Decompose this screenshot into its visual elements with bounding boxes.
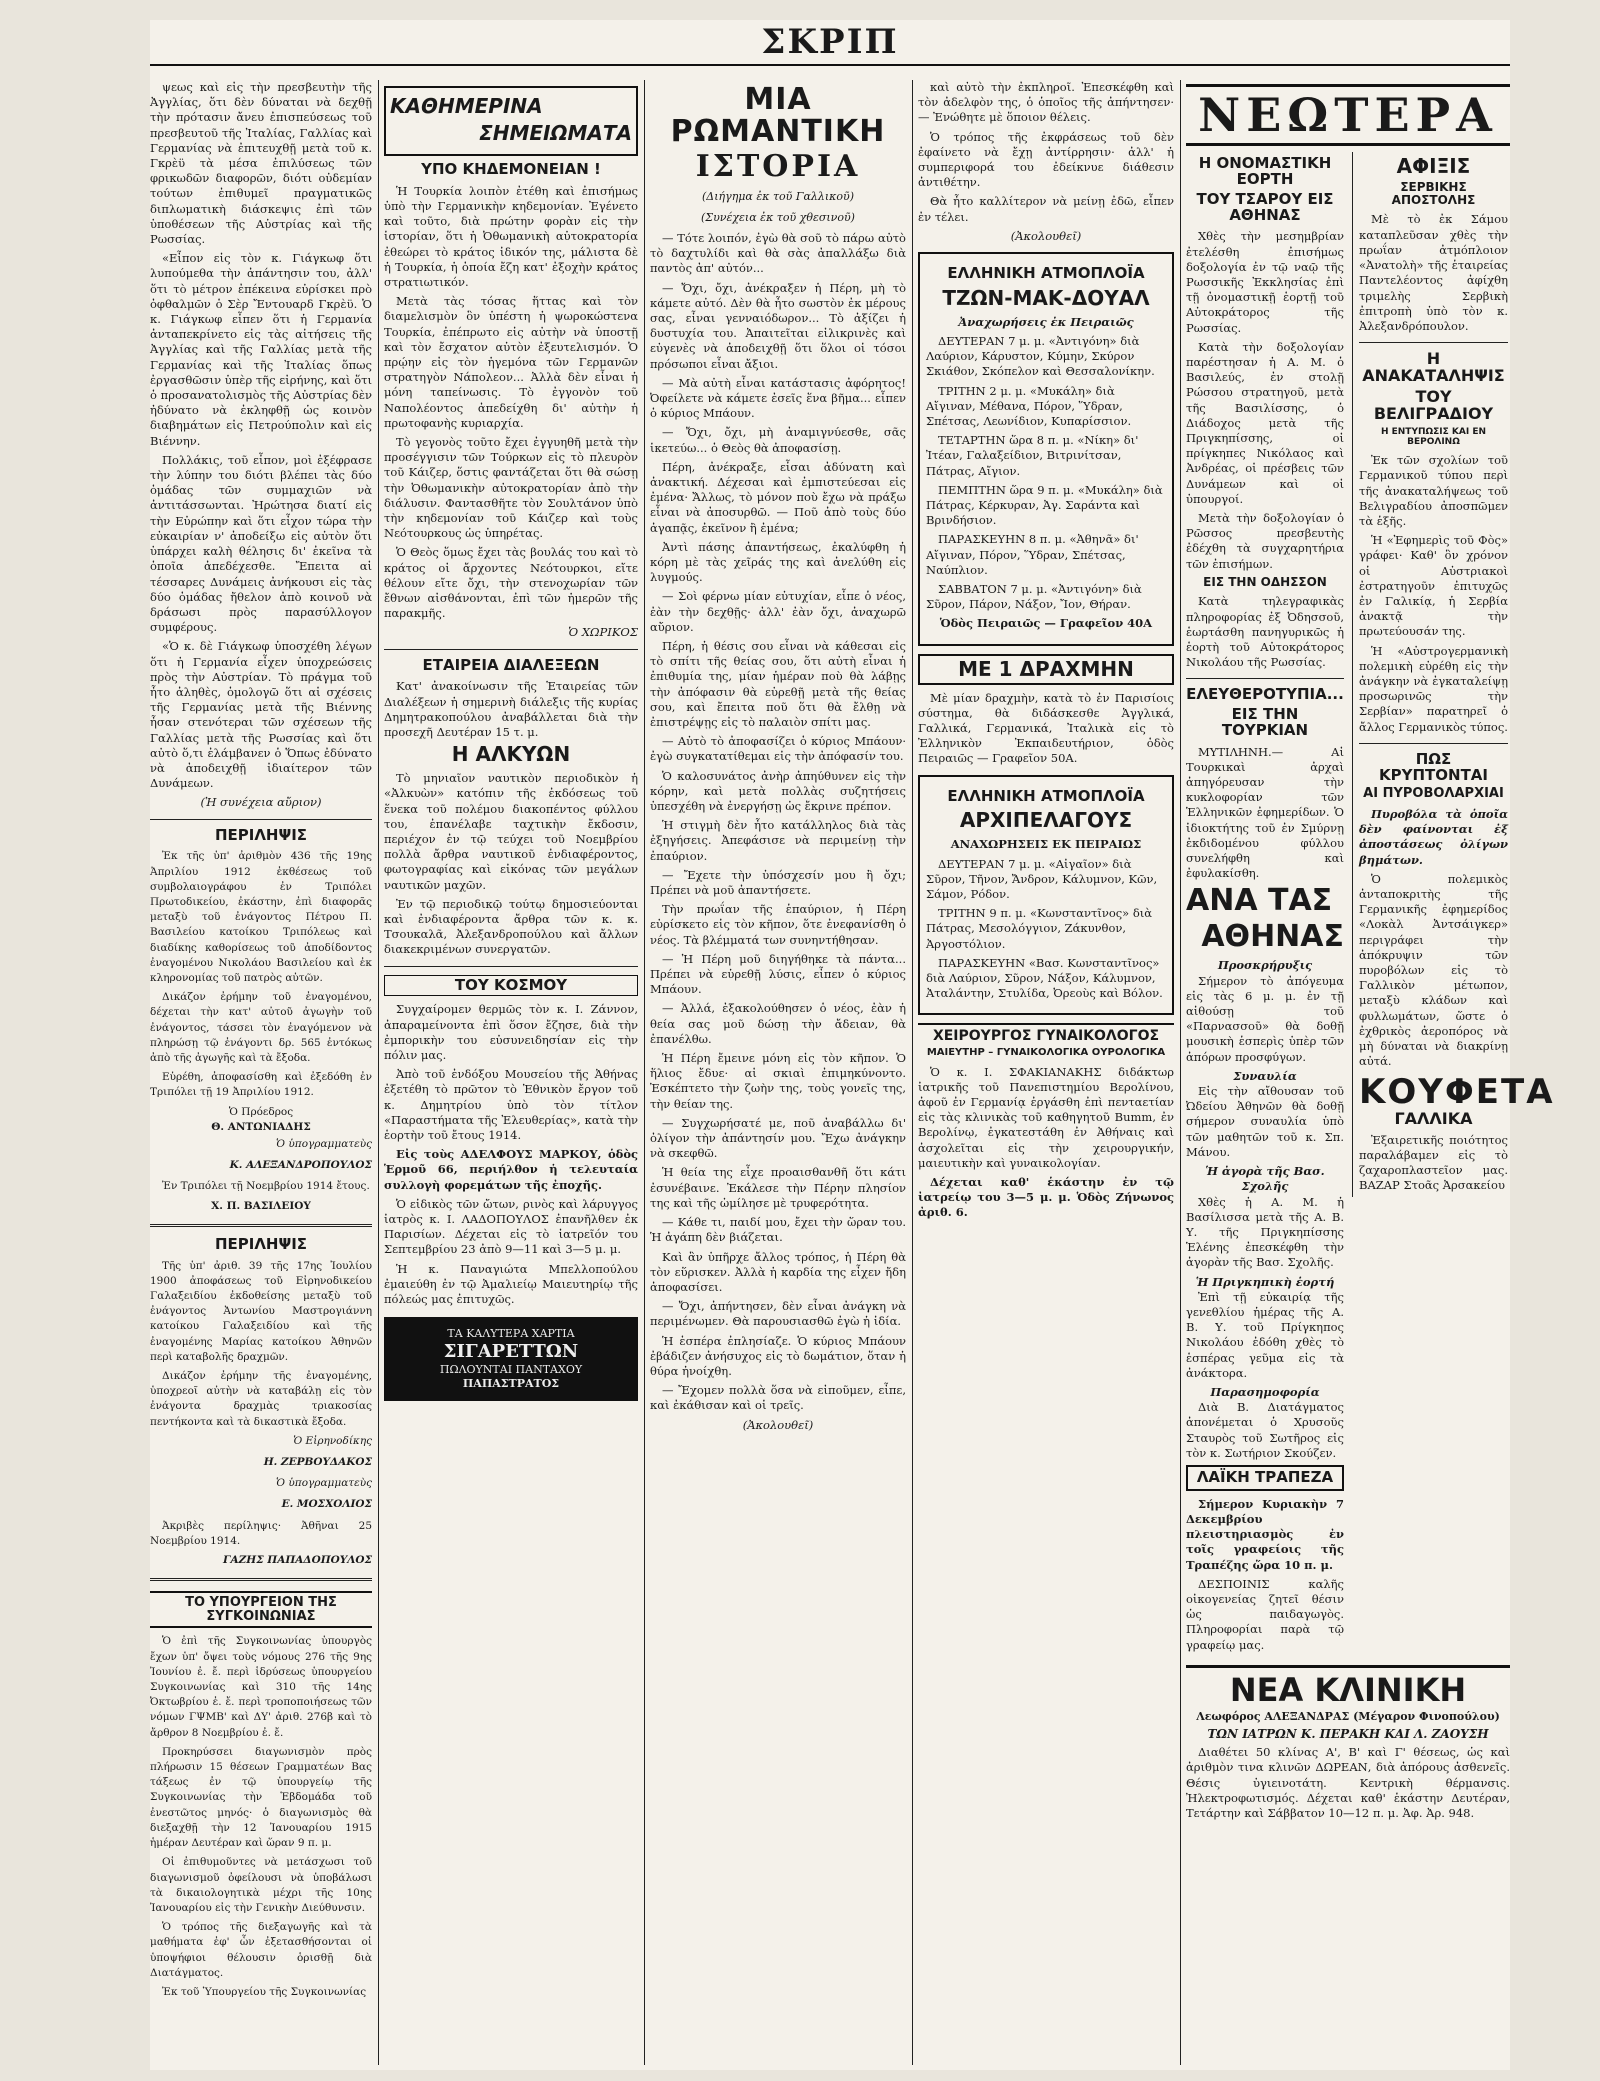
article-text: Ἡ κ. Παναγιώτα Μπελλοπούλου ἐμαιεύθη ἐν τῷ Ἀμαλιείῳ Μαιευτηρίῳ τῆς πόλεώς μας ἐπιτυχῶς. <box>384 1261 638 1307</box>
story-subtitle: (Συνέχεια ἐκ τοῦ χθεσινοῦ) <box>701 210 855 224</box>
ad-text: Δέχεται καθ' ἑκάστην ἐν τῷ ἰατρείῳ του 3—5 μ. μ. Ὁδὸς Ζήνωνος ἀριθ. 6. <box>918 1175 1174 1220</box>
divider <box>1186 678 1344 679</box>
divider <box>1359 743 1508 744</box>
article-text: Ὁ πολεμικὸς ἀνταποκριτὴς τῆς Γερμανικῆς ἐφημερίδος «Λοκὰλ Ἀντσάιγκερ» περιγράφει τὴν ἀπόκρυψιν τῶν πυροβόλων εἰς τὸ Γαλλικὸν μέτωπον, μεταξὺ κλάδων καὶ φυλλωμάτων, ὥστε ὁ ἐχθρικὸς ἀεροπόρος νὰ μὴ δύναται νὰ διακρίνῃ αὐτά. <box>1359 871 1508 1069</box>
ad-headline: ΤΖΩΝ-ΜΑΚ-ΔΟΥΑΛ <box>942 285 1150 310</box>
article-text: Πέρη, ἡ θέσις σου εἶναι νὰ κάθεσαι εἰς τὸ σπίτι τῆς θείας σου, ὅτι αὐτὴ εἶναι ἡ ἐπιθυμία της, μίαν ἡμέραν ποὺ θὰ λάβῃς τὴν ἀπόφασιν θὰ εὑρεθῇ μετὰ τῆς θείας σου, καὶ ἔπειτα ποῦ ὅτι θὰ ἔλθῃ νὰ ἐπιστρέψῃς εἰς τὸ παλαιὸν σπίτι μας. <box>650 638 906 729</box>
article-text: Μετὰ τὴν δοξολογίαν ὁ Ρῶσσος πρεσβευτὴς ἐδέχθη τὰ συγχαρητήρια τῶν ἐπισήμων. <box>1186 510 1344 571</box>
story-subtitle: (Διήγημα ἐκ τοῦ Γαλλικοῦ) <box>701 189 854 203</box>
notice-text: Ἐκ τῆς ὑπ' ἀριθμὸν 436 τῆς 19ης Ἀπριλίου 1912 ἐκθέσεως τοῦ συμβολαιογράφου ἐν Τριπόλει Πρωτοδικείου, ἐκάστην, ἐπὶ διαφορᾶς μεταξὺ τοῦ ἐνάγοντος Πέτρου Π. Βασιλείου κατοίκου Τριπόλεως καὶ διαδίκης καθορίσεως τοῦ ἀποδίδοντος ἐναγομένου Νικολάου Βασιλείου καὶ ἐκ κληρονομίας τοῦ πατρὸς αὐτῶν. <box>150 850 372 984</box>
article-text: Ὁ τρόπος τῆς ἐκφράσεως τοῦ δὲν ἐφαίνετο νὰ ἔχῃ ἀντίρρησιν· ἀλλ' ἡ συμπεριφορά του ἐδείκνυε διάθεσιν ἀντιθέτην. <box>918 129 1174 190</box>
item-subtitle: Συναυλία <box>1233 1068 1297 1083</box>
confectionery-ad-subtitle: ΓΑΛΛΙΚΑ <box>1394 1109 1473 1129</box>
notice-text: Ὁ τρόπος τῆς διεξαγωγῆς καὶ τὰ μαθήματα ἐφ' ὧν ἐξετασθήσονται οἱ ὑποψήφιοι θέλουσιν ὁρισθῇ διὰ Διατάγματος. <box>150 1921 372 1979</box>
article-text: Πυροβόλα τὰ ὁποῖα δὲν φαίνονται ἐξ ἀποστάσεως ὀλίγων βημάτων. <box>1359 806 1508 867</box>
column-1 <box>150 80 372 2065</box>
ad-headline: ΣΙΓΑΡΕΤΤΩΝ <box>443 1341 579 1363</box>
ad-text: ΣΑΒΒΑΤΟΝ 7 μ. μ. «Ἀντιγόνη» διὰ Σῦρον, Πάρον, Νάξον, Ἴον, Θήραν. <box>926 582 1142 612</box>
column-5 <box>1186 80 1555 2065</box>
article-headline: ΕΤΑΙΡΕΙΑ ΔΙΑΛΕΞΕΩΝ <box>422 655 600 674</box>
signature-label: Ὁ ὑπογραμματεὺς <box>276 1477 372 1490</box>
notice-text: Δικάζον ἐρήμην τοῦ ἐναγομένου, δέχεται τὴν κατ' αὐτοῦ ἀγωγὴν τοῦ ἐνάγοντος, τάσσει τὸν ἐναγόμενον νὰ πληρώσῃ τῷ ἐνάγοντι δρ. 565 ἐντόκως ἀπὸ τῆς ἀγωγῆς καὶ τὰ ἔξοδα. <box>150 991 372 1064</box>
article-text: Ὁ Θεὸς ὅμως ἔχει τὰς βουλάς του καὶ τὸ κράτος οἱ ἄρχοντες Νεότουρκοι, εἴτε θέλουν εἴτε ὄχι, τὴν στενοχωρίαν τῶν ἔθνων αἰσθάνονται, ἐπὶ τῶν ἡμερῶν τῆς παρακμῆς. <box>384 545 638 621</box>
column-rule <box>1180 80 1181 2065</box>
clinic-ad-doctors: ΤΩΝ ΙΑΤΡΩΝ Κ. ΠΕΡΑΚΗ ΚΑΙ Λ. ΖΑΟΥΣΗ <box>1207 1726 1489 1741</box>
article-text: Ἡ στιγμὴ δὲν ἦτο κατάλληλος διὰ τὰς ἐξηγήσεις. Ἀπεφάσισε νὰ περιμείνῃ τὴν ἐπαύριον. <box>650 818 906 863</box>
ad-text: ΠΕΜΠΤΗΝ ὥρα 9 π. μ. «Μυκάλη» διὰ Πάτρας, Κέρκυραν, Ἀγ. Σαράντα καὶ Βρινδήσιον. <box>926 482 1163 528</box>
confectionery-ad-title: ΚΟΥΦΕΤΑ <box>1359 1072 1555 1113</box>
ad-text: Διαθέτει 50 κλίνας Α', Β' καὶ Γ' θέσεως, ὡς καὶ ἀριθμὸν τινα κλινῶν ΔΩΡΕΑΝ, διὰ ἀπόρους ἀσθενεῖς. Θέσις ὑγιεινοτάτη. Κεντρικὴ θέρμανσις. Ἠλεκτροφωτισμός. Δέχεται καθ' ἑκάστην Δευτέραν, Τετάρτην καὶ Σάββατον 10—12 π. μ. Ἀφ. Ἀρ. 948. <box>1186 1745 1510 1820</box>
story-title: ΙΣΤΟΡΙΑ <box>695 149 861 184</box>
section-title: ΑΘΗΝΑΣ <box>1201 918 1344 954</box>
article-text: «Εἶπον εἰς τὸν κ. Γιάγκωφ ὅτι λυπούμεθα τὴν ἀπάντησιν του, ἀλλ' ὅτι τὸ μέτρον ἐπέκεινα εὐρίσκει πρὸ ὀφθαλμῶν ὁ Σὲρ Ἔντουαρδ Γκρὲϋ. Ὁ κ. Γιάγκωφ εἶπεν ὅτι ἡ Γερμανία ἀνταπεκρίνετο εἰς τὰς αἰτήσεις τῆς Ἀγγλίας καὶ τῆς Γαλλίας μετὰ τῆς Γερμανίας καὶ τῆς Ἰταλίας ὅπως ἐργασθῶσιν ὑπὲρ τῆς εἰρήνης, καὶ ὅτι ὁ προσανατολισμὸς τῆς Αὐστρίας δὲν ἠδύνατο νὰ ἐκληφθῇ ὡς κοινὸν διαβημάτων εἰς Πετρούπολιν καὶ εἰς Βιέννην. <box>150 251 372 448</box>
section-title: ΝΕΩΤΕΡΑ <box>1186 84 1510 146</box>
article-text: Πολλάκις, τοῦ εἶπον, μοὶ ἐξέφρασε τὴν λύπην του διότι βλέπει τὰς δύο ὁμάδας τῶν συμμαχιῶν νὰ ἀντιτάσσωνται. Ἠρώτησα διατί εἰς τὴν Εὐρώπην καὶ ὅτι εἶχον τώρα τὴν εὐκαιρίαν ν' ἀποδείξω εἰς αὐτὸν ὅτι ὑπάρχει καλὴ θέλησις δι' ἐκεῖνα τὰ ὁποῖα ἀπεδέχεσθε. Ἔπειτα αἱ τέσσαρες Δυνάμεις ἀνήκουσι εἰς τὰς δύο ὁμάδας ἤθελον ἀπὸ κοινοῦ νὰ δράσωσι πρὸς παρασύλλογον συμφέρους. <box>150 452 372 635</box>
signature-label: Ὁ Εἰρηνοδίκης <box>293 1434 372 1447</box>
article-headline: ΑΙ ΠΥΡΟΒΟΛΑΡΧΙΑΙ <box>1363 786 1504 802</box>
ad-headline: ΜΕ 1 ΔΡΑΧΜΗΝ <box>918 654 1174 685</box>
notice-text: Τῆς ὑπ' ἀριθ. 39 τῆς 17ης Ἰουλίου 1900 ἀποφάσεως τοῦ Εἰρηνοδικείου Γαλαξειδίου ἐκδοθείσης μεταξὺ τοῦ ἐνάγοντος Ἀντωνίου Μαστρογιάννη κατοίκου Γαλαξειδίου καὶ τῆς ἐναγομένης Μαρίας κατοίκου Ἀθηνῶν περὶ καταβολῆς δραχμῶν. <box>150 1259 372 1363</box>
article-text: Κατ' ἀνακοίνωσιν τῆς Ἑταιρείας τῶν Διαλέξεων ἡ σημερινὴ διάλεξις τῆς κυρίας Δημητρακοπούλου ἀναβάλλεται διὰ τὴν προσεχῆ Δευτέραν 15 τ. μ. <box>384 679 638 739</box>
article-text: Ἡ θεία της εἶχε προαισθανθῆ ὅτι κάτι ἐσυνέβαινε. Ἐκάλεσε τὴν Πέρην πλησίον της καὶ τῆς ὡμίλησε μὲ τρυφερότητα. <box>650 1165 906 1210</box>
ad-text: Ἐξαιρετικῆς ποιότητος παραλάβαμεν εἰς τὸ ζαχαροπλαστεῖον μας. ΒΑΖΑΡ Στοᾶς Ἀρσακείου <box>1359 1132 1508 1193</box>
article-headline: ΣΕΡΒΙΚΗΣ ΑΠΟΣΤΟΛΗΣ <box>1391 180 1476 207</box>
article-headline: ΤΟΥ ΒΕΛΙΓΡΑΔΙΟΥ <box>1373 386 1494 423</box>
divider <box>150 819 372 820</box>
divider <box>150 1578 372 1581</box>
article-text: Τὸ γεγονὸς τοῦτο ἔχει ἐγγυηθῆ μετὰ τὴν προσέγγισιν τῶν Τούρκων εἰς τὸ πλευρὸν τοῦ Κάιζερ, ὅστις φαντάζεται ὅτι θὰ σώσῃ τὴν Ὀθωμανικὴν αὐτοκρατορίαν ἀπὸ τὴν διάλυσιν. Φαντασθῆτε τὸν Σουλτάνον ὑπὸ τὴν κηδεμονίαν τοῦ Κάιζερ καὶ τοὺς Νεότουρκους ὡς ὑπηρέτας. <box>384 435 638 541</box>
divider <box>384 966 638 967</box>
ad-text: Σήμερον Κυριακὴν 7 Δεκεμβρίου πλειστηριασμὸς ἐν τοῖς γραφείοις τῆς Τραπέζης ὥρα 10 π. μ. <box>1186 1496 1344 1572</box>
article-text: Εἰς τὴν αἴθουσαν τοῦ Ὠδείου Ἀθηνῶν θὰ δοθῇ σήμερον συναυλία ὑπὸ τῶν μαθητῶν τοῦ κ. Σπ. Μάνου. <box>1186 1084 1344 1159</box>
signature-name: ΓΑΖΗΣ ΠΑΠΑΔΟΠΟΥΛΟΣ <box>223 1553 372 1566</box>
divider <box>150 1224 372 1227</box>
column-rule <box>378 80 379 2065</box>
notice-title: ΤΟ ΥΠΟΥΡΓΕΙΟΝ ΤΗΣ ΣΥΓΚΟΙΝΩΝΙΑΣ <box>150 1591 372 1628</box>
article-headline: ΑΦΙΞΙΣ <box>1396 154 1471 179</box>
article-signature: Ὁ ΧΩΡΙΚΟΣ <box>568 625 638 640</box>
signature-label: Ὁ ὑπογραμματεὺς <box>276 1137 372 1150</box>
bank-ad-title: ΛΑΪΚΗ ΤΡΑΠΕΖΑ <box>1186 1465 1344 1491</box>
signature-name: Ε. ΜΟΣΧΟΛΙΟΣ <box>281 1498 372 1511</box>
column-rule <box>644 80 645 2065</box>
ad-text: ΤΡΙΤΗΝ 9 π. μ. «Κωνσταντῖνος» διὰ Πάτρας, Μεσολόγγιον, Ζάκυνθον, Ἀργοστόλιον. <box>926 906 1153 951</box>
article-text: Χθὲς τὴν μεσημβρίαν ἐτελέσθη ἐπισήμως δοξολογία ἐν τῷ ναῷ τῆς Ρωσσικῆς Ἐκκλησίας ἐπὶ τῇ ὀνομαστικῇ ἑορτῇ τοῦ Αὐτοκράτορος τῆς Ρωσσίας. <box>1186 229 1344 335</box>
article-text: — Ὄχι, ὄχι, ἀνέκραξεν ἡ Πέρη, μὴ τὸ κάμετε αὐτό. Δὲν θὰ ἦτο σωστὸν ἐκ μέρους σας, εἶναι γενναιόδωρον... Τὸ ἀξίζει ἡ δυστυχία του. Ἀπαιτεῖται εἰλικρινὲς καὶ εὐγενὲς νὰ ἀποδειχθῇ ὅτι ὅλοι οἱ τόσοι πρόσωποι εἶναι ἄξιοι. <box>650 280 906 371</box>
article-headline: ΤΟΥ ΚΟΣΜΟΥ <box>384 975 638 997</box>
ad-subheading: ΑΝΑΧΩΡΗΣΕΙΣ ΕΚ ΠΕΙΡΑΙΩΣ <box>950 837 1142 852</box>
article-text: ψεως καὶ εἰς τὴν πρεσβευτὴν τῆς Ἀγγλίας, ὅτι δὲν δύναται νὰ δεχθῇ τὴν πρότασιν ἄνευ ἐπισπεύσεως τοῦ πρεσβευτοῦ τῆς Ἰταλίας, Γαλλίας καὶ Γερμανίας νὰ ἐπιτευχθῇ μετὰ τοῦ κ. Γκρὲϋ τὰ μέσα ἐπιλύσεως τῶν φρικωδῶν διαφορῶν, διότι οὐδεμίαν τούτων ἐπιθυμεῖ πραγματικῶς διπλωματικὴ διάσκεψις ἐπὶ τῶν ὑποθέσεων τῆς Αὐστρίας καὶ τῆς Ρωσσίας. <box>150 80 372 247</box>
notice-title: ΠΕΡΙΛΗΨΙΣ <box>214 825 308 844</box>
ad-line: ΠΩΛΟΥΝΤΑΙ ΠΑΝΤΑΧΟΥ <box>439 1363 583 1377</box>
section-title: ΣΗΜΕΙΩΜΑΤΑ <box>479 121 632 145</box>
column-4 <box>918 80 1174 2065</box>
article-text: Διὰ Β. Διατάγματος ἀπονέμεται ὁ Χρυσοῦς Σταυρὸς τοῦ Σωτῆρος εἰς τὸν κ. Σωτήριον Σκούζεν. <box>1186 1400 1344 1460</box>
signature-name: Κ. ΑΛΕΞΑΝΔΡΟΠΟΥΛΟΣ <box>229 1159 372 1172</box>
ad-text: ΤΡΙΤΗΝ 2 μ. μ. «Μυκάλη» διὰ Αἴγιναν, Μέθανα, Πόρον, Ὕδραν, Σπέτσας, Λεωνίδιον, Κυπαρίσσιον. <box>926 383 1132 428</box>
article-text: Μὲ τὸ ἐκ Σάμου καταπλεῦσαν χθὲς τὴν πρωΐαν ἀτμόπλοιον «Ἀνατολὴ» τῆς ἑταιρείας Παντελέοντος ἀφίχθη τριμελὴς Σερβικὴ ἐπιτροπὴ ὑπὸ τὸν κ. Ἀλεξανδρόπουλον. <box>1359 212 1508 333</box>
article-text: Ἡ «Αὐστρογερμανικὴ πολεμικὴ εὑρέθη εἰς τὴν ἀνάγκην νὰ ἐγκαταλείψῃ προσωρινῶς τὴν Σερβίαν» παρατηρεῖ ὁ ἄλλος Γερμανικὸς τύπος. <box>1359 643 1508 734</box>
article-text: Συγχαίρομεν θερμῶς τὸν κ. Ι. Ζάννον, ἀπαραμείνοντα ἐπὶ ὅσον ἔζησε, διὰ τὴν ἐμπορικὴν του εὐσυνειδησίαν εἰς τὴν πόλιν μας. <box>384 1002 638 1062</box>
advertisement-box <box>384 1317 638 1401</box>
article-text: Κατὰ τηλεγραφικὰς πληροφορίας ἐξ Ὀδησσοῦ, ἑωρτάσθη πανηγυρικῶς ἡ ἑορτὴ τοῦ Αὐτοκράτορος Νικολάου τῆς Ρωσσίας. <box>1186 594 1344 670</box>
news-columns <box>1186 152 1555 1656</box>
notice-text: Οἱ ἐπιθυμοῦντες νὰ μετάσχωσι τοῦ διαγωνισμοῦ ὀφείλουσι νὰ ὑποβάλωσι τὰ δικαιολογητικὰ μέχρι τῆς 10ης Ἰανουαρίου εἰς τὴν Γενικὴν Διεύθυνσιν. <box>150 1856 372 1914</box>
article-text: Χθὲς ἡ Α. Μ. ἡ Βασίλισσα μετὰ τῆς Α. Β. Υ. τῆς Πριγκηπίσσης Ἑλένης ἐπεσκέφθη τὴν ἀγορὰν τῆς Βασ. Σχολῆς. <box>1186 1194 1344 1270</box>
notice-text: Δικάζον ἐρήμην τῆς ἐναγομένης, ὑποχρεοῖ αὐτὴν νὰ καταβάλῃ εἰς τὸν ἐνάγοντα δραχμὰς τριακοσίας πεντήκοντα καὶ τὰ δικαστικὰ ἔξοδα. <box>150 1369 372 1428</box>
article-headline: ΕΛΕΥΘΕΡΟΤΥΠΙΑ... <box>1186 685 1344 704</box>
article-text: Πέρη, ἀνέκραξε, εἶσαι ἀδύνατη καὶ ἀνακτική. Δέχεσαι καὶ ἐμπιστεύεσαι εἰς ἐμένα· Ἄλλως, τὸ μόνον ποὺ ἔχω νὰ πράξω εἶναι νὰ ἀποσυρθῶ. — Ποῦ ἀπὸ τοὺς δύο ἀγαπᾷς, ἐκεῖνον ἢ ἐμένα; <box>650 459 906 535</box>
article-text: Ἐπὶ τῇ εὐκαιρίᾳ τῆς γενεθλίου ἡμέρας τῆς Α. Β. Υ. τοῦ Πρίγκηπος Νικολάου ἐδόθη χθὲς τὸ ἑσπέρας γεῦμα εἰς τὰ ἀνάκτορα. <box>1186 1289 1344 1380</box>
article-headline: ΥΠΟ ΚΗΔΕΜΟΝΕΙΑΝ ! <box>421 160 601 178</box>
article-text: καὶ αὐτὸ τὴν ἐκπληροῖ. Ἐπεσκέφθη καὶ τὸν ἀδελφὸν της, ὁ ὁποῖος τῆς ἀπήντησεν· — Ἐνώθητε μὲ ὅποιον θέλεις. <box>918 80 1174 125</box>
ad-text: ΔΕΥΤΕΡΑΝ 7 μ. μ. «Αἰγαῖον» διὰ Σῦρον, Τῆνον, Ἄνδρον, Κάλυμνον, Κῶν, Σάμον, Ρόδον. <box>926 856 1158 902</box>
article-text: Εἰς τοὺς ΑΔΕΛΦΟΥΣ ΜΑΡΚΟΥ, ὁδὸς Ἑρμοῦ 66, περιήλθον ἡ τελευταία συλλογὴ φορεμάτων τῆς ἐποχῆς. <box>384 1147 638 1192</box>
notice-text: Εὑρέθη, ἀποφασίσθη καὶ ἐξεδόθη ἐν Τριπόλει τῇ 19 Ἀπριλίου 1912. <box>150 1071 372 1099</box>
ad-text: ΔΕΥΤΕΡΑΝ 7 μ. μ. «Ἀντιγόνη» διὰ Λαύριον, Κάρυστον, Κύμην, Σκύρον Σκιάθον, Σκόπελον καὶ Θεσσαλονίκην. <box>926 333 1155 379</box>
article-text: Θὰ ἦτο καλλίτερον νὰ μείνῃ ἐδῶ, εἶπεν ἐν τέλει. <box>918 194 1174 224</box>
article-text: Ἡ Πέρη ἔμεινε μόνη εἰς τὸν κῆπον. Ὁ ἥλιος ἔδυε· αἱ σκιαὶ ἐπιμηκύνοντο. Ἐσκέπτετο τὴν ζωὴν της, τοὺς γονεῖς της, τὴν θείαν της. <box>650 1051 906 1111</box>
ad-brand: ΠΑΠΑΣΤΡΑΤΟΣ <box>462 1377 560 1391</box>
article-text: — Ἔχομεν πολλὰ ὅσα νὰ εἰποῦμεν, εἶπε, καὶ ἐκάθισαν καὶ οἱ τρεῖς. <box>650 1383 906 1413</box>
notice-text: Ἐν Τριπόλει τῇ Νοεμβρίου 1914 ἔτους. <box>162 1180 370 1193</box>
article-headline: ΕΙΣ ΤΗΝ ΟΔΗΣΣΟΝ <box>1203 574 1327 589</box>
ad-line: ΤΑ ΚΑΛΥΤΕΡΑ ΧΑΡΤΙΑ <box>447 1327 575 1341</box>
section-title: ΚΑΘΗΜΕΡΙΝΑ <box>390 94 543 118</box>
continuation-note: (Ἀκολουθεῖ) <box>1010 228 1082 243</box>
article-headline: Η ΑΝΑΚΑΤΑΛΗΨΙΣ <box>1362 349 1505 385</box>
notice-text: Ὁ ἐπὶ τῆς Συγκοινωνίας ὑπουργὸς ἔχων ὑπ' ὄψει τοὺς νόμους 276 τῆς 9ης Ἰουνίου ἐ. ἔ. περὶ ἱδρύσεως ὑπουργείου Συγκοινωνίας καὶ 310 τῆς 14ης Ὀκτωβρίου ἐ. ἔ. περὶ τροποποιήσεως τῶν νόμων ΓΨΜΒ' καὶ ΔΥ' ἀριθ. 276β καὶ τὸ ἄρθρον 8 Νοεμβρίου ἐ. ἔ. <box>150 1635 372 1739</box>
signature-name: Θ. ΑΝΤΩΝΙΑΔΗΣ <box>211 1120 311 1133</box>
article-text: «Ὁ κ. δὲ Γιάγκωφ ὑποσχέθη λέγων ὅτι ἡ Γερμανία εἶχεν ὑποχρεώσεις πρὸς τὴν Αὐστρίαν. Τὸ πράγμα τοῦ ἦτο ἀληθὲς, ὁμολογῶ ὅτι αἱ σχέσεις τῆς Γερμανίας μετὰ τῆς Βιέννης ἦσαν στενότεραι τῶν σχέσεων τῆς Γαλλίας μετὰ τῆς Ρωσσίας καὶ ὅτι αὐτὸ ὅ,τι ἐλάμβανεν ὁ Ὅπως ἐδύνατο νὰ ἀποδειχθῇ ἰδιαίτερον τῶν Δυνάμεων. <box>150 639 372 791</box>
article-text: — Αὐτὸ τὸ ἀποφασίζει ὁ κύριος Μπάουν· ἐγὼ συγκατατίθεμαι εἰς τὴν ἀπόφασίν του. <box>650 734 906 764</box>
section-title-box <box>384 86 638 156</box>
continuation-note: (Ἀκολουθεῖ) <box>742 1417 814 1432</box>
continuation-note: (Ἡ συνέχεια αὔριον) <box>200 795 322 810</box>
ad-text: ΠΑΡΑΣΚΕΥΗΝ «Βασ. Κωνσταντῖνος» διὰ Λαύριον, Σῦρον, Νάξον, Κάλυμνον, Ἀταλάντην, Στυλίδα, Ὀρεοὺς καὶ Βόλον. <box>926 955 1163 1001</box>
ad-text: Ὁ κ. Ι. ΣΦΑΚΙΑΝΑΚΗΣ διδάκτωρ ἰατρικῆς τοῦ Πανεπιστημίου Βερολίνου, ἀφοῦ ἐν Γερμανίᾳ ἐργάσθη ἐπὶ πενταετίαν εἰς τὰς κλινικὰς τοῦ καθηγητοῦ Bumm, ἐν Βερολίνῳ, ἐγκατεστάθη ἐν Ἀθήναις καὶ ἀσχολεῖται εἰς τὴν χειρουργικήν, μαιευτικὴν καὶ γυναικολογίαν. <box>918 1064 1174 1170</box>
article-text: Ἡ Τουρκία λοιπὸν ἐτέθη καὶ ἐπισήμως ὑπὸ τὴν Γερμανικὴν κηδεμονίαν. Ἐγένετο καὶ τοῦτο, διὰ πρώτην φορὰν εἰς τὴν ἱστορίαν, ὅτι ἡ Ὀθωμανικὴ αὐτοκρατορία ἐθεώρει τὸ κράτος ἰδικόν της, μάλιστα δὲ ἡ Τουρκία, ἡ ὁποία ἔζη κατ' ἐξοχὴν κράτος στρατιωτικόν. <box>384 183 638 289</box>
column-2 <box>384 80 638 2065</box>
signature-label: Ὁ Πρόεδρος <box>228 1105 294 1118</box>
notice-title: ΠΕΡΙΛΗΨΙΣ <box>214 1234 308 1253</box>
clinic-ad-address: Λεωφόρος ΑΛΕΞΑΝΔΡΑΣ (Μέγαρον Φινοπούλου) <box>1196 1709 1500 1723</box>
article-text: — Ἡ Πέρη μοῦ διηγήθηκε τὰ πάντα... Πρέπει νὰ εὑρεθῇ λύσις, εἶπεν ὁ κύριος Μπάουν. <box>650 951 906 997</box>
article-text: Κατὰ τὴν δοξολογίαν παρέστησαν ἡ Α. Μ. ὁ Βασιλεύς, ἐν στολῇ Ρώσσου στρατηγοῦ, μετὰ τῆς Βασιλίσσης, ὁ Διάδοχος μετὰ τῆς Πριγκηπίσσης, οἱ πρίγκηπες Νικόλαος καὶ Ἀνδρέας, οἱ πρέσβεις τῶν Δυνάμεων καὶ οἱ ὑπουργοί. <box>1186 339 1344 506</box>
ad-headline: ΕΛΛΗΝΙΚΗ ΑΤΜΟΠΛΟΪΑ <box>947 786 1145 805</box>
clinic-ad <box>1186 1665 1510 1821</box>
item-subtitle: Ἡ Πριγκηπικὴ ἑορτή <box>1195 1274 1335 1289</box>
ad-address: Ὁδὸς Πειραιῶς — Γραφεῖον 40Α <box>939 616 1153 631</box>
article-text: Ἀπὸ τοῦ ἐνδόξου Μουσείου τῆς Ἀθήνας ἐξετέθη τὸ πρῶτον τὸ Ἐθνικὸν ἔργον τοῦ κ. Δημητρίου ὑπὸ τὸν τίτλον «Παραστήματα τῆς Ἐλευθερίας», κατὰ τὴν ἑορτὴν τοῦ ἔτους 1914. <box>384 1067 638 1143</box>
article-text: Μετὰ τὰς τόσας ἥττας καὶ τὸν διαμελισμὸν ὃν ὑπέστη ἡ ψωροκώστενα Τουρκία, ἐπέπρωτο εἰς αὐτὴν νὰ ὑποστῇ καὶ τὸν ἔσχατον αὐτὸν ἐξευτελισμόν. Ὁ πρῴην εἰς τὸν ἡγεμόνα τῶν Γερμανῶν στρατηγὸν Νάπολεον... Ἀλλὰ δὲν εἶναι ἡ μόνη ταπείνωσις. Τὸ ἐγγονὸν τοῦ Ναπολέοντος ἀπεδείχθη δι' αὐτὴν ἡ πρωτοφανὴς κυριαρχία. <box>384 294 638 430</box>
article-text: Ἐν τῷ περιοδικῷ τούτῳ δημοσιεύονται καὶ ἐνδιαφέροντα ἄρθρα τῶν κ. κ. Τσουκαλᾶ, Ἀλεξανδροπούλου καὶ ἄλλων διακεκριμένων συνεργατῶν. <box>384 896 638 957</box>
signature-name: Χ. Π. ΒΑΣΙΛΕΙΟΥ <box>211 1199 311 1212</box>
ad-text: Μὲ μίαν δραχμὴν, κατὰ τὸ ἐν Παρισίοις σύστημα, θὰ διδάσκεσθε Ἀγγλικά, Γαλλικά, Γερμανικά, Ἰταλικὰ εἰς τὸ Ἐλληνικὸν Ἐκπαιδευτήριον, ὁδὸς Πειραιῶς — Γραφεῖον 50Α. <box>918 690 1174 766</box>
ad-text: ΠΑΡΑΣΚΕΥΗΝ 8 π. μ. «Ἀθηνᾶ» δι' Αἴγιναν, Πόρον, Ὕδραν, Σπέτσας, Ναύπλιον. <box>926 532 1139 577</box>
article-headline: ΕΙΣ ΤΗΝ ΤΟΥΡΚΙΑΝ <box>1221 705 1309 739</box>
article-text: — Σοὶ φέρνω μίαν εὐτυχίαν, εἶπε ὁ νέος, ἐὰν τὴν δεχθῇς· ἀλλ' ἐὰν ὄχι, ἀναχωρῶ αὔριον. <box>650 589 906 634</box>
article-text: — Ὄχι, ἀπήντησεν, δὲν εἶναι ἀνάγκη νὰ περιμένωμεν. Θὰ παρουσιασθῶ ἐγὼ ἡ ἰδία. <box>650 1299 906 1329</box>
notice-text: Προκηρύσσει διαγωνισμὸν πρὸς πλήρωσιν 15 θέσεων Γραμματέων Βας τάξεως ἐν τῷ ὑπουργείῳ τῆς Συγκοινωνίας τὴν Ἑβδομάδα τοῦ ἐνεστῶτος μηνός· ὁ διαγωνισμὸς θὰ διεξαχθῇ τὴν 12 Ἰανουαρίου 1915 ἡμέραν Δευτέραν καὶ ὥραν 9 π. μ. <box>150 1745 372 1850</box>
article-text: ΜΥΤΙΛΗΝΗ.— Αἱ Τουρκικαὶ ἀρχαὶ ἀπηγόρευσαν τὴν κυκλοφορίαν τῶν Ἑλληνικῶν ἐφημερίδων. Ὁ ἰδιοκτήτης τοῦ ἐν Σμύρνῃ ἐκδιδομένου φύλλου συνελήφθη καὶ ἐφυλακίσθη. <box>1186 744 1344 881</box>
article-text: — Συγχωρήσατέ με, ποῦ ἀναβάλλω δι' ὀλίγον τὴν ἀπάντησίν μου. Ἔχω ἀνάγκην νὰ σκεφθῶ. <box>650 1115 906 1161</box>
item-subtitle: Παρασημοφορία <box>1210 1384 1320 1399</box>
article-headline: ΤΟΥ ΤΣΑΡΟΥ ΕΙΣ ΑΘΗΝΑΣ <box>1196 189 1334 224</box>
article-text: Σήμερον τὸ ἀπόγευμα εἰς τὰς 6 μ. μ. ἐν τῇ αἰθούσῃ τοῦ «Παρνασσοῦ» θὰ δοθῇ μουσικὴ ἑσπερὶς ὑπὲρ τῶν ἀπόρων προσφύγων. <box>1186 973 1344 1064</box>
article-text: — Ἀλλά, ἐξακολούθησεν ὁ νέος, ἐὰν ἡ θεία σας μοῦ δώσῃ τὴν ἄδειαν, θὰ ἐπανέλθω. <box>650 1001 906 1046</box>
item-subtitle: Προσκρήρυξις <box>1217 958 1313 973</box>
article-text: — Κάθε τι, παιδί μου, ἔχει τὴν ὥραν του. Ἡ ἀγάπη δὲν βιάζεται. <box>650 1215 906 1245</box>
article-text: Τὴν πρωΐαν τῆς ἑπαύριον, ἡ Πέρη εὑρίσκετο εἰς τὸν κῆπον, ὅτε ἐνεφανίσθη ὁ νέος. Τὰ βλέμματά των συνηντήθησαν. <box>650 902 906 947</box>
article-text: Καὶ ἂν ὑπῆρχε ἄλλος τρόπος, ἡ Πέρη θὰ τὸν εὕρισκεν. Ἀλλὰ ἡ καρδία της εἶχεν ἤδη ἀποφασίσει. <box>650 1249 906 1294</box>
article-text: Ἡ ἑσπέρα ἐπλησίαζε. Ὁ κύριος Μπάουν ἐβάδιζεν ἀνήσυχος εἰς τὸ δωμάτιον, ὅταν ἡ θύρα ἠνοίχθη. <box>650 1333 906 1378</box>
shipping-ad-box <box>918 775 1174 1016</box>
clinic-ad-title: ΝΕΑ ΚΛΙΝΙΚΗ <box>1229 1670 1467 1709</box>
article-text: Ἡ «Ἐφημερὶς τοῦ Φὸς» γράφει· Καθ' ὃν χρόνον οἱ Αὐστριακοὶ ἐστρατηγοῦν ἐπιτυχῶς ἐν Γαλικίᾳ, ἡ Σερβία ἀνακτᾷ τὴν πρωτεύουσάν της. <box>1359 533 1508 639</box>
ad-subheading: ΜΑΙΕΥΤΗΡ – ΓΥΝΑΙΚΟΛΟΓΙΚΑ ΟΥΡΟΛΟΓΙΚΑ <box>926 1047 1166 1059</box>
signature-name: Η. ΖΕΡΒΟΥΔΑΚΟΣ <box>263 1455 372 1468</box>
shipping-ad-box <box>918 252 1174 646</box>
news-left <box>1186 152 1344 1656</box>
story-title: ΜΙΑ ΡΩΜΑΝΤΙΚΗ <box>670 82 886 149</box>
ad-text: ΤΕΤΑΡΤΗΝ ὥρα 8 π. μ. «Νίκη» δι' Ἰτέαν, Γαλαξείδιον, Βιτρινίτσαν, Πάτρας, Αἴγιον. <box>926 433 1139 478</box>
article-text: Ἀντὶ πάσης ἀπαντήσεως, ἐκαλύφθη ἡ κόρη μὲ τὰς χεῖράς της καὶ ἀνελύθη εἰς λυγμούς. <box>650 539 906 585</box>
column-3 <box>650 80 906 2065</box>
article-text: — Τότε λοιπόν, ἐγὼ θὰ σοῦ τὸ πάρω αὐτὸ τὸ δαχτυλίδι καὶ θὰ σὰς ἀπαλλάξω διὰ παντὸς ἀπ' αὐτόν... <box>650 230 906 276</box>
ad-subheading: Ἀναχωρήσεις ἐκ Πειραιῶς <box>958 314 1134 329</box>
article-text: Ὁ εἰδικὸς τῶν ὤτων, ρινὸς καὶ λάρυγγος ἰατρὸς κ. Ι. ΛΑΔΟΠΟΥΛΟΣ ἐπανῆλθεν ἐκ Παρισίων. Δέχεται εἰς τὸ ἰατρεῖόν του Σεπτεμβρίου 23 ἀπὸ 9—11 καὶ 3—5 μ. μ. <box>384 1196 638 1257</box>
news-right <box>1352 152 1555 1197</box>
notice-text: Ἐκ τοῦ Ὑπουργείου τῆς Συγκοινωνίας <box>162 1985 367 1998</box>
ad-headline: ΕΛΛΗΝΙΚΗ ΑΤΜΟΠΛΟΪΑ <box>947 264 1145 283</box>
ad-headline: ΑΡΧΙΠΕΛΑΓΟΥΣ <box>959 808 1133 833</box>
article-text: Τὸ μηνιαῖον ναυτικὸν περιοδικὸν ἡ «Ἀλκυὼν» κατόπιν τῆς ἐκδόσεως τοῦ ἕνεκα τοῦ πολέμου διακοπέντος φύλλου του, ἐπανέλαβε ταχτικὴν ἔκδοσιν, περιέχον ἐν τῷ τεύχει τοῦ Νοεμβρίου πολλὰ ἄρθρα ναυτικοῦ ἐνδιαφέροντος, φωτογραφίας καὶ εἰκόνας τῶν μεγάλων ναυτικῶν μαχῶν. <box>384 771 638 892</box>
section-title: ΑΝΑ ΤΑΣ <box>1186 883 1333 919</box>
article-text: Ὁ καλοσυνάτος ἀνὴρ ἀπηύθυνεν εἰς τὴν κόρην, καὶ μετὰ πολλὰς συζητήσεις ὑπεσχέθη νὰ ἐνεργήσῃ ὡς ἔκρινε πρέπον. <box>650 768 906 814</box>
divider <box>1359 342 1508 343</box>
article-headline: ΠΩΣ ΚΡΥΠΤΟΝΤΑΙ <box>1379 749 1488 784</box>
notice-text: Ἀκριβὲς περίληψις· Ἀθῆναι 25 Νοεμβρίου 1914. <box>150 1519 372 1547</box>
article-text: — Μὰ αὐτὴ εἶναι κατάστασις ἀφόρητος! Ὀφείλετε νὰ κάμετε ἐσεῖς ἕνα βῆμα... εἶπεν ὁ κύριος Μπάουν. <box>650 375 906 421</box>
article-text: — Ὄχι, ὄχι, μὴ ἀναμιγνύεσθε, σᾶς ἱκετεύω... ὁ Θεὸς θὰ ἀποφασίσῃ. <box>650 425 906 455</box>
masthead <box>150 20 1510 66</box>
article-headline: Η ΟΝΟΜΑΣΤΙΚΗ ΕΟΡΤΗ <box>1198 154 1332 189</box>
divider <box>384 649 638 650</box>
ad-headline: ΧΕΙΡΟΥΡΓΟΣ ΓΥΝΑΙΚΟΛΟΓΟΣ <box>918 1023 1174 1044</box>
article-text: Ἐκ τῶν σχολίων τοῦ Γερμανικοῦ τύπου περὶ τῆς ἀνακαταλήψεως τοῦ Βελιγραδίου ἀποσπῶμεν τὰ ἑξῆς. <box>1359 453 1508 528</box>
article-text: — Ἔχετε τὴν ὑπόσχεσίν μου ἢ ὄχι; Πρέπει νὰ μοῦ ἀπαντήσετε. <box>650 867 906 898</box>
column-rule <box>912 80 913 2065</box>
article-headline: Η ΑΛΚΥΩΝ <box>451 742 571 767</box>
newspaper-name: ΣΚΡΙΠ <box>761 22 899 62</box>
newspaper-page <box>150 20 1555 2070</box>
item-subtitle: Ἡ ἀγορὰ τῆς Βασ. Σχολῆς <box>1205 1164 1325 1194</box>
ad-text: ΔΕΣΠΟΙΝΙΣ καλῆς οἰκογενείας ζητεῖ θέσιν ὡς παιδαγωγὸς. Πληροφορίαι παρὰ τῷ γραφείῳ μας. <box>1186 1576 1344 1652</box>
article-subheadline: Η ΕΝΤΥΠΩΣΙΣ ΚΑΙ ΕΝ ΒΕΡΟΛΙΝΩ <box>1380 427 1487 447</box>
